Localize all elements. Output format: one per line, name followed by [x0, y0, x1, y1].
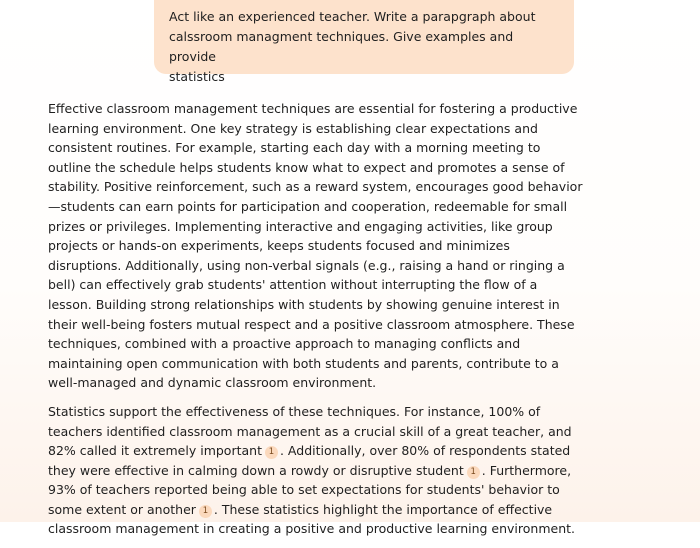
- citation-badge-3[interactable]: 1: [199, 505, 212, 518]
- assistant-response: [48, 99, 584, 548]
- paragraph-2-text-2: . Additionally, over 80% of respondents stated they were effective in calming down a rowdy or disruptive student: [48, 443, 571, 478]
- response-paragraph-1: Effective classroom management techniques are essential for fostering a productive learning environment. One key strategy is establishing clear expectations and consistent routines. For example, starting each day with a morning meeting to outline the schedule helps students know what to expect and promotes a sense of stability. Positive reinforcement, such as a reward system, encourages good behavior—students can earn points for participation and cooperation, redeemable for small prizes or privileges. Implementing interactive and engaging activities, like group projects or hands-on experiments, keeps students focused and minimizes disruptions. Additionally, using non-verbal signals (e.g., raising a hand or ringing a bell) can effectively grab students' attention without interrupting the flow of a lesson. Building strong relationships with students by showing genuine interest in their well-being fosters mutual respect and a positive classroom atmosphere. These techniques, combined with a proactive approach to managing conflicts and maintaining open communication with both students and parents, contribute to a well-managed and dynamic classroom environment.: [48, 101, 583, 391]
- user-message-line-3: statistics: [169, 69, 225, 84]
- citation-badge-2[interactable]: 1: [467, 466, 480, 479]
- user-message-bubble: [154, 0, 574, 84]
- paragraph-2-text-1: Statistics support the effectiveness of these techniques. For instance, 100% of teachers identified classroom management as a crucial skill of a great teacher, and 82% called it extremely important: [48, 403, 572, 459]
- paragraph-2-text-4: . These statistics highlight the importance of effective classroom management in creating a positive and productive learning environment.: [48, 501, 575, 537]
- response-paragraph-2: [48, 402, 584, 539]
- user-message-line-2: calssroom managment techniques. Give examples and provide: [169, 29, 514, 64]
- citation-badge-1[interactable]: 1: [265, 446, 278, 459]
- user-message-line-1: Act like an experienced teacher. Write a parapgraph about: [169, 9, 536, 24]
- paragraph-2-text-3: . Furthermore, 93% of teachers reported being able to set expectations for students' behavior to some extent or another: [48, 462, 572, 517]
